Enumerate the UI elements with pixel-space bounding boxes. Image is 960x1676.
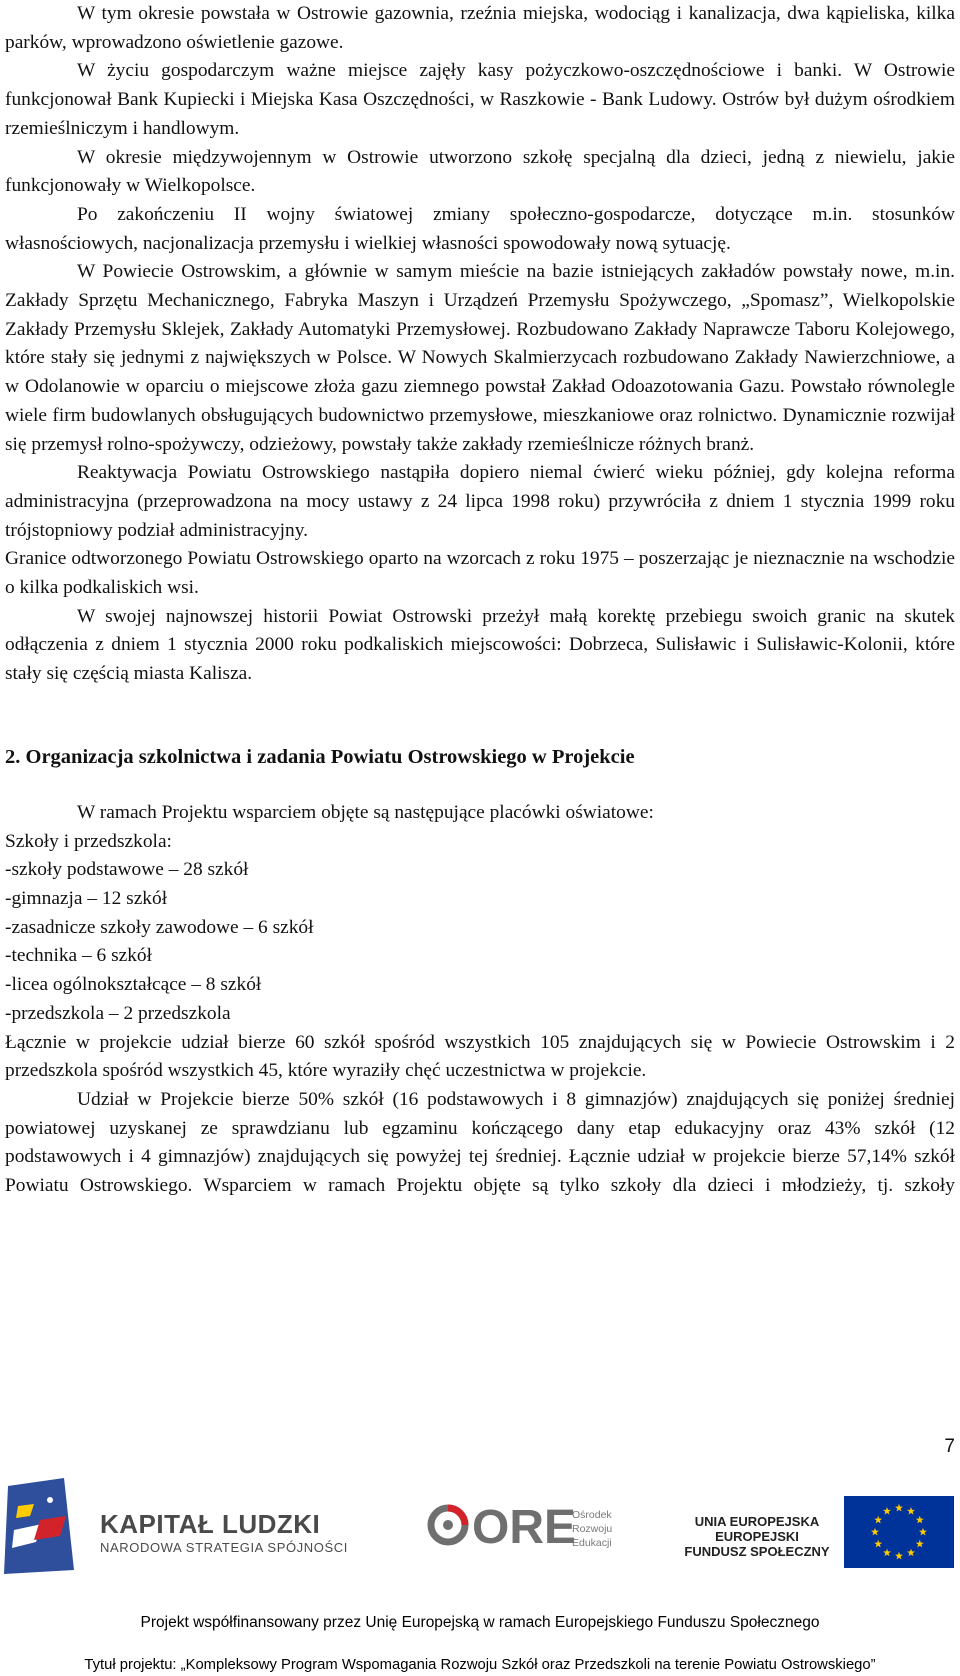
paragraph-post-war: Po zakończeniu II wojny światowej zmiany społeczno-gospodarcze, dotyczące m.in. stosunków własnościowych, nacjonalizacja przemysłu i wielkiej własności spowodowały nową sytuację.	[5, 203, 955, 254]
paragraph-banks: W życiu gospodarczym ważne miejsce zajęły kasy pożyczkowo-oszczędnościowe i banki. W Ostrowie funkcjonował Bank Kupiecki i Miejska Kasa Oszczędności, w Raszkowie - Bank Ludowy. Ostrów był dużym ośrodkiem rzemieślniczym i handlowym.	[5, 60, 955, 139]
section-heading: 2. Organizacja szkolnictwa i zadania Powiatu Ostrowskiego w Projekcie	[5, 745, 635, 768]
ue-text	[676, 1514, 838, 1559]
paragraph-industry: W Powiecie Ostrowskim, a głównie w samym mieście na bazie istniejących zakładów powstały nowe, m.in. Zakłady Sprzętu Mechanicznego, Fabryka Maszyn i Urządzeń Przemysłu Spożywczego, „Spomasz”, Wielkopolskie Zakłady Przemysłu Sklejek, Zakłady Automatyki Przemysłowej. Rozbudowano Zakłady Naprawcze Taboru Kolejowego, które stały się jednymi z największych w Polsce. W Nowych Skalmierzycach rozbudowano Zakłady Nawierzchniowe, a w Odolanowie w oparciu o miejscowe złoża gazu ziemnego powstał Zakład Odoazotowania Gazu. Powstało równolegle wiele firm budowlanych obsługujących budownictwo przemysłowe, mieszkaniowe oraz rolnictwo. Dynamicznie rozwijał się przemysł rolno-spożywczy, odzieżowy, powstały także zakłady rzemieślnicze różnych branż.	[5, 261, 955, 455]
funding-note: Projekt współfinansowany przez Unię Europejską w ramach Europejskiego Funduszu Społecznego	[140, 1614, 820, 1631]
kapital-ludzki-title: KAPITAŁ LUDZKI	[100, 1509, 321, 1539]
ue-line: FUNDUSZ SPOŁECZNY	[684, 1544, 830, 1559]
eu-flag-icon	[844, 1496, 954, 1568]
paragraph-summary: Łącznie w projekcie udział bierze 60 szkół spośród wszystkich 105 znajdujących się w Powiecie Ostrowskim i 2 przedszkola spośród wszystkich 45, które wyraziły chęć uczestnictwa w projekcie.	[5, 1031, 955, 1082]
ore-wordmark: ORE	[472, 1501, 577, 1554]
ue-line: UNIA EUROPEJSKA	[694, 1514, 820, 1529]
list-item: -przedszkola – 2 przedszkola	[5, 1002, 231, 1024]
list-item: -szkoły podstawowe – 28 szkół	[5, 859, 249, 881]
ore-line: Edukacji	[572, 1537, 612, 1549]
kapital-ludzki-text	[100, 1510, 348, 1555]
ore-line: Ośrodek	[572, 1509, 612, 1521]
kapital-ludzki-subtitle: NARODOWA STRATEGIA SPÓJNOŚCI	[100, 1540, 348, 1555]
project-title: Tytuł projektu: „Kompleksowy Program Wspomagania Rozwoju Szkół oraz Przedszkoli na terenie Powiatu Ostrowskiego”	[84, 1657, 876, 1673]
paragraph-recent-history: W swojej najnowszej historii Powiat Ostrowski przeżył małą korektę przebiegu swoich granic na skutek odłączenia z dniem 1 stycznia 2000 roku podkaliskich miejscowości: Dobrzeca, Sulisławic i Sulisławic-Kolonii, które stały się częścią miasta Kalisza.	[5, 605, 955, 685]
document-body	[5, 0, 955, 1201]
section-intro: W ramach Projektu wsparciem objęte są następujące placówki oświatowe:	[77, 801, 654, 823]
paragraph-reactivation: Reaktywacja Powiatu Ostrowskiego nastąpiła dopiero niemal ćwierć wieku później, gdy kolejna reforma administracyjna (przeprowadzona na mocy ustawy z 24 lipca 1998 roku) przywróciła z dniem 1 stycznia 1999 roku trójstopniowy podział administracyjny.	[5, 462, 955, 541]
list-item: -gimnazja – 12 szkół	[5, 887, 168, 909]
list-item: -zasadnicze szkoły zawodowe – 6 szkół	[5, 916, 314, 938]
list-item: -technika – 6 szkół	[5, 945, 153, 967]
ore-text	[572, 1508, 612, 1550]
page-number: 7	[944, 1436, 955, 1457]
paragraph-final: Udział w Projekcie bierze 50% szkół (16 podstawowych i 8 gimnazjów) znajdujących się poniżej średniej powiatowej uzyskanej ze sprawdzianu lub egzaminu kończącego dany etap edukacyjny oraz 43% szkół (12 podstawowych i 4 gimnazjów) znajdujących się powyżej tej średniej. Łącznie udział w projekcie bierze 57,14% szkół Powiatu Ostrowskiego. Wsparciem w ramach Projektu objęte są tylko szkoły dla dzieci i młodzieży, tj. szkoły	[5, 1088, 955, 1197]
paragraph-gas-works: W tym okresie powstała w Ostrowie gazownia, rzeźnia miejska, wodociąg i kanalizacja, dwa kąpieliska, kilka parków, wprowadzono oświetlenie gazowe.	[5, 3, 955, 53]
list-title: Szkoły i przedszkola:	[5, 830, 172, 852]
paragraph-special-school: W okresie międzywojennym w Ostrowie utworzono szkołę specjalną dla dzieci, jedną z niewielu, jakie funkcjonowały w Wielkopolsce.	[5, 146, 955, 197]
ore-line: Rozwoju	[572, 1523, 613, 1535]
ore-logo-icon	[426, 1500, 577, 1554]
list-item: -licea ogólnokształcące – 8 szkół	[5, 974, 262, 996]
paragraph-borders: Granice odtworzonego Powiatu Ostrowskiego oparto na wzorcach z roku 1975 – poszerzając je nieznacznie na wschodzie o kilka podkaliskich wsi.	[5, 548, 955, 599]
schools-list	[5, 828, 955, 1029]
kapital-ludzki-logo-icon	[4, 1478, 82, 1574]
ue-line: EUROPEJSKI	[715, 1529, 799, 1544]
footer-logos	[0, 1470, 960, 1580]
